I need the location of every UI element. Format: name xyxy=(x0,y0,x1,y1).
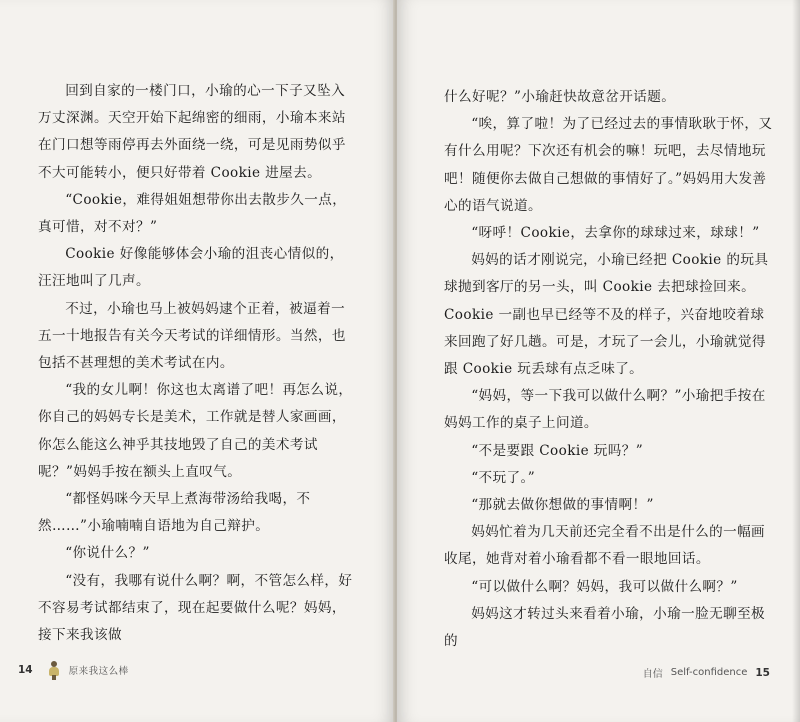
right-page xyxy=(397,0,800,722)
page-edge-shadow xyxy=(792,0,800,722)
paragraph: “唉，算了啦！为了已经过去的事情耿耿于怀，又有什么用呢？下次还有机会的嘛！玩吧，去尽情地玩吧！随便你去做自己想做的事情好了。”妈妈用大发善心的语气说道。 xyxy=(444,116,773,214)
left-page xyxy=(0,0,395,722)
paragraph: “呀呼！Cookie，去拿你的球球过来，球球！” xyxy=(471,225,760,242)
girl-figure-icon xyxy=(45,660,63,680)
right-page-footer xyxy=(643,665,770,680)
paragraph: “可以做什么啊？妈妈，我可以做什么啊？” xyxy=(471,578,738,595)
paragraph: “Cookie，难得姐姐想带你出去散步久一点，真可惜，对不对？” xyxy=(38,191,347,236)
paragraph: “不玩了。” xyxy=(471,469,536,486)
paragraph: “没有，我哪有说什么啊？啊，不管怎么样，好不容易考试都结束了，现在起要做什么呢？妈妈，接下来我该做 xyxy=(38,572,353,644)
paragraph: “那就去做你想做的事情啊！” xyxy=(471,497,654,514)
paragraph: 妈妈忙着为几天前还完全看不出是什么的一幅画收尾，她背对着小瑜看都不看一眼地回话。 xyxy=(444,524,766,568)
page-number-right: 15 xyxy=(755,666,770,679)
paragraph: Cookie 好像能够体会小瑜的沮丧心情似的，汪汪地叫了几声。 xyxy=(38,246,344,290)
paragraph: 不过，小瑜也马上被妈妈逮个正着，被逼着一五一十地报告有关今天考试的详细情形。当然，也包括不甚理想的美术考试在内。 xyxy=(38,300,346,372)
paragraph: 妈妈这才转过头来看着小瑜，小瑜一脸无聊至极的 xyxy=(444,605,766,650)
left-page-text xyxy=(38,78,356,649)
paragraph: “妈妈，等一下我可以做什么啊？”小瑜把手按在妈妈工作的桌子上问道。 xyxy=(444,388,766,432)
left-page-footer xyxy=(18,660,129,680)
book-title: 原来我这么棒 xyxy=(68,666,129,677)
right-page-text xyxy=(444,84,774,655)
paragraph: “不是要跟 Cookie 玩吗？” xyxy=(471,442,644,459)
paragraph: “你说什么？” xyxy=(65,545,150,562)
paragraph: 妈妈的话才刚说完，小瑜已经把 Cookie 的玩具球抛到客厅的另一头，叫 Cookie 去把球捡回来。Cookie 一副也早已经等不及的样子，兴奋地咬着球来回跑了好几趟。可是，才玩了一会儿，小瑜就觉得跟 Cookie 玩丢球有点乏味了。 xyxy=(444,252,769,378)
paragraph: “我的女儿啊！你这也太离谱了吧！再怎么说，你自己的妈妈专长是美术，工作就是替人家画画，你怎么能这么神乎其技地毁了自己的美术考试呢？”妈妈手按在额头上直叹气。 xyxy=(38,382,353,480)
paragraph: 什么好呢？”小瑜赶快故意岔开话题。 xyxy=(444,89,676,105)
page-number-left: 14 xyxy=(18,664,33,676)
paragraph: “都怪妈咪今天早上煮海带汤给我喝，不然……”小瑜喃喃自语地为自己辩护。 xyxy=(38,491,311,535)
section-subtitle: Self-confidence xyxy=(670,667,748,678)
section-title: 自信 xyxy=(642,669,663,680)
paragraph: 回到自家的一楼门口，小瑜的心一下子又坠入万丈深渊。天空开始下起绵密的细雨，小瑜本来站在门口想等雨停再去外面绕一绕，可是见雨势似乎不大可能转小，便只好带着 Cookie 进屋去。 xyxy=(38,83,346,181)
